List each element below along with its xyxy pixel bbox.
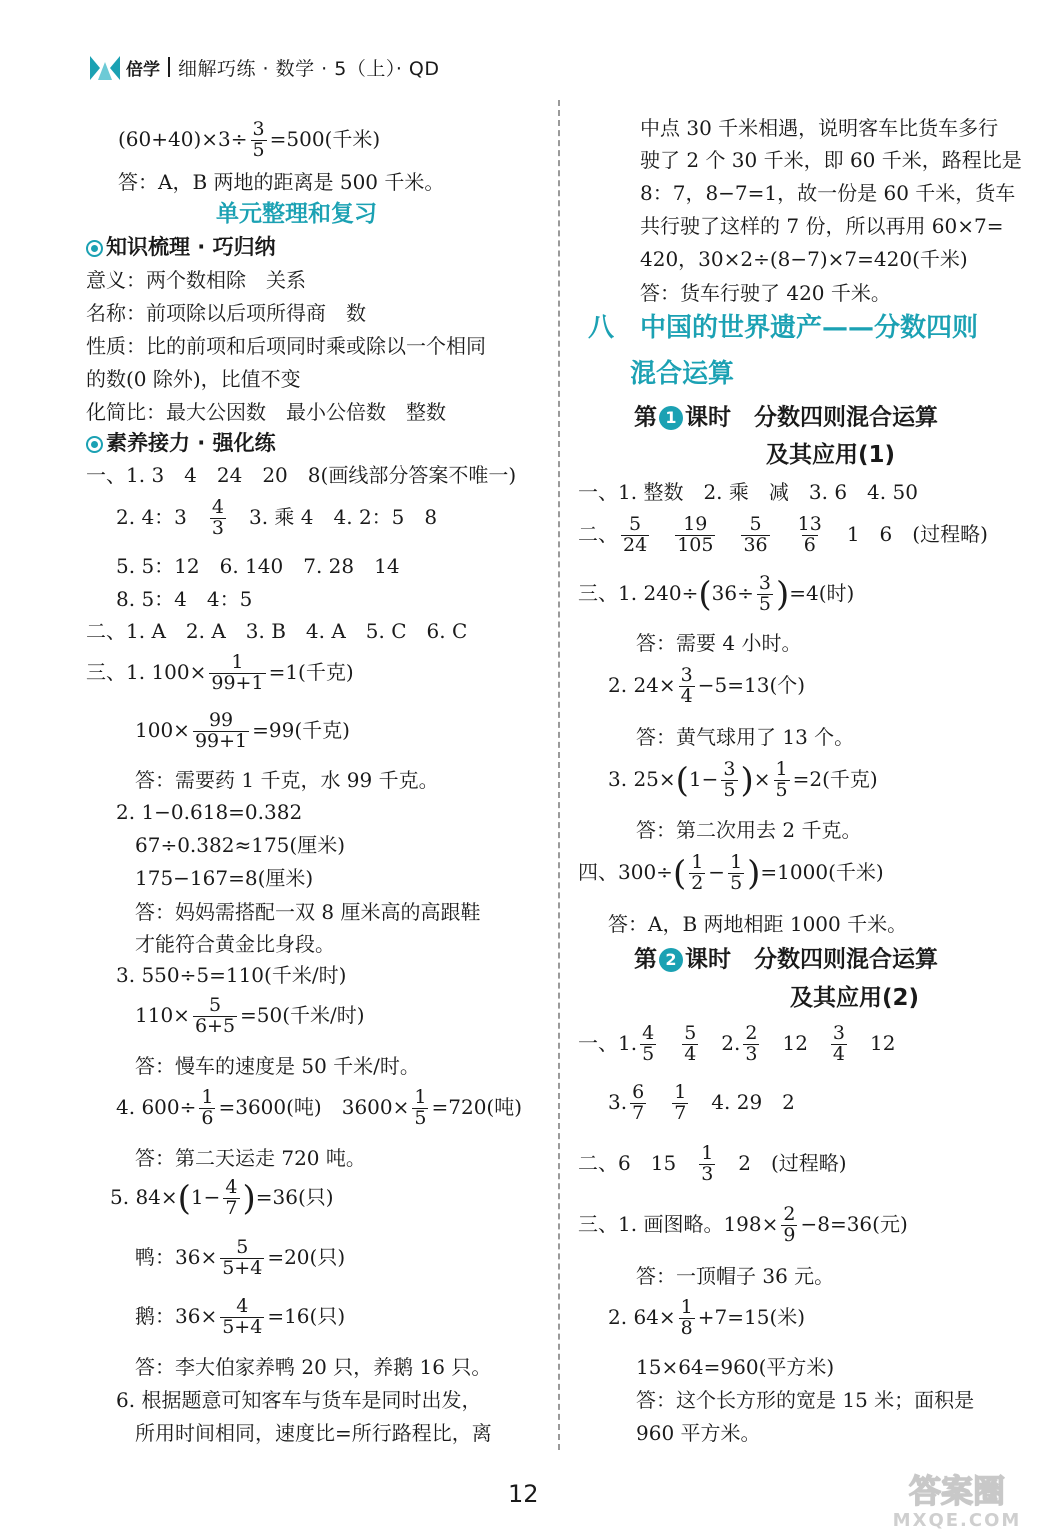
answer-line: 所用时间相同，速度比=所行路程比，离 [135, 1421, 492, 1445]
answer-line: 一、1. $\frac{4}{5}$ $\frac{5}{4}$ 2. $\frac{2}{3}$ 12 $\frac{3}{4}$ 12 [578, 1022, 896, 1065]
fraction: $\frac{5}{36}$ [743, 513, 768, 556]
answer-line: 答：一顶帽子 36 元。 [636, 1264, 835, 1288]
answer-line: 2. 1−0.618=0.382 [116, 800, 303, 824]
fraction: $\frac{4}{5}$ [642, 1022, 655, 1065]
watermark-top-text: 答案圈 [908, 1472, 1006, 1510]
answer-line: 一、1. 整数 2. 乘 减 3. 6 4. 50 [578, 480, 918, 504]
answer-line: 答：货车行驶了 420 千米。 [640, 281, 891, 305]
answer-line: 答：A，B 两地的距离是 500 千米。 [118, 170, 445, 194]
answer-line: 420，30×2÷(8−7)×7=420(千米) [640, 247, 968, 271]
fraction: $\frac{4}{5+4}$ [222, 1295, 263, 1338]
answer-line: 6. 根据题意可知客车与货车是同时出发， [116, 1388, 482, 1412]
answer-line: 答：黄气球用了 13 个。 [636, 725, 855, 749]
knowledge-line: 名称：前项除以后项所得商 数 [86, 301, 366, 325]
answer-line: 3. 550÷5=110(千米/时) [116, 963, 347, 987]
column-divider [558, 100, 560, 1450]
fraction: $\frac{99}{99+1}$ [194, 709, 248, 752]
fraction: $\frac{3}{4}$ [832, 1022, 846, 1065]
fraction: $\frac{1}{3}$ [701, 1142, 714, 1185]
answer-line: 二、 $\frac{5}{24}$ $\frac{19}{105}$ $\frac{5}{36}$ $\frac{13}{6}$ 1 6 (过程略) [578, 513, 988, 556]
unit-title-continued: 混合运算 [630, 359, 735, 389]
answer-line: 5. 84×(1− $\frac{4}{7}$ )=36(只) [110, 1176, 334, 1219]
knowledge-line: 的数(0 除外)，比值不变 [86, 367, 301, 391]
answer-line: 鸭：36× $\frac{5}{5+4}$ =20(只) [135, 1236, 346, 1279]
answer-line: 4. 600÷ $\frac{1}{6}$ =3600(吨) 3600× $\frac{1}{5}$ =720(吨) [116, 1086, 523, 1129]
answer-line: 答：这个长方形的宽是 15 米；面积是 [636, 1388, 975, 1412]
answer-line: 鹅：36× $\frac{4}{5+4}$ =16(只) [135, 1295, 346, 1338]
subsection-heading: 知识梳理 · 巧归纳 [86, 237, 276, 258]
fraction: $\frac{3}{5}$ [758, 572, 771, 615]
brand-name: 倍学 [126, 59, 160, 80]
fraction: $\frac{1}{7}$ [674, 1081, 687, 1124]
answer-line: 5. 5：12 6. 140 7. 28 14 [116, 554, 400, 578]
lesson-heading-continued: 及其应用(2) [790, 985, 920, 1011]
answer-line: 一、1. 3 4 24 20 8(画线部分答案不唯一) [86, 463, 517, 487]
knowledge-line: 意义：两个数相除 关系 [86, 268, 306, 292]
fraction: $\frac{6}{7}$ [632, 1081, 645, 1124]
answer-line: 答：需要药 1 千克，水 99 千克。 [135, 768, 439, 792]
answer-line: 8：7，8−7=1，故一份是 60 千米，货车 [640, 181, 1016, 205]
fraction: $\frac{1}{6}$ [201, 1086, 214, 1129]
answer-line: 三、1. 240÷(36÷ $\frac{3}{5}$ )=4(时) [578, 572, 855, 615]
answer-line: 100× $\frac{99}{99+1}$ =99(千克) [135, 709, 350, 752]
answer-line: 答：需要 4 小时。 [636, 631, 802, 655]
answer-line: 答：第二次用去 2 千克。 [636, 818, 862, 842]
lesson-number-badge: 1 [659, 406, 683, 430]
fraction: $\frac{2}{9}$ [783, 1203, 796, 1246]
answer-line: 三、1. 100× $\frac{1}{99+1}$ =1(千克) [86, 651, 354, 694]
book-title: 细解巧练 · 数学 · 5（上）· QD [178, 57, 440, 80]
fraction: $\frac{3}{5}$ [252, 118, 265, 161]
answer-line: 二、6 15 $\frac{1}{3}$ 2 (过程略) [578, 1142, 847, 1185]
answer-line: 3. 25×(1− $\frac{3}{5}$ )× $\frac{1}{5}$ =2(千克) [608, 758, 878, 801]
page-number: 12 [508, 1480, 539, 1508]
lesson-heading: 第 2 课时 分数四则混合运算 [634, 946, 938, 973]
knowledge-line: 化简比：最大公因数 最小公倍数 整数 [86, 400, 446, 424]
bullet-dot-icon [86, 240, 103, 257]
answer-line: 才能符合黄金比身段。 [135, 932, 335, 956]
fraction: $\frac{5}{24}$ [623, 513, 648, 556]
fraction: $\frac{5}{4}$ [684, 1022, 697, 1065]
answer-line: 2. 24× $\frac{3}{4}$ −5=13(个) [608, 664, 806, 707]
answer-line: 175−167=8(厘米) [135, 866, 314, 890]
answer-line: 8. 5：4 4：5 [116, 587, 253, 611]
knowledge-line: 性质：比的前项和后项同时乘或除以一个相同 [86, 334, 486, 358]
answer-line: 答：第二天运走 720 吨。 [135, 1146, 366, 1170]
answer-line: 三、1. 画图略。198× $\frac{2}{9}$ −8=36(元) [578, 1203, 908, 1246]
answer-line: (60+40)×3÷ $\frac{3}{5}$ =500(千米) [118, 118, 381, 161]
fraction: $\frac{1}{2}$ [691, 851, 704, 894]
fraction: $\frac{1}{99+1}$ [211, 651, 264, 694]
fraction: $\frac{4}{3}$ [211, 496, 224, 539]
answer-line: 2. 64× $\frac{1}{8}$ +7=15(米) [608, 1296, 806, 1339]
answer-line: 答：妈妈需搭配一双 8 厘米高的高跟鞋 [135, 900, 481, 924]
header-separator [168, 57, 170, 77]
fraction: $\frac{3}{4}$ [680, 664, 693, 707]
fraction: $\frac{3}{5}$ [723, 758, 736, 801]
answer-line: 3. $\frac{6}{7}$ $\frac{1}{7}$ 4. 29 2 [608, 1081, 795, 1124]
fraction: $\frac{19}{105}$ [677, 513, 714, 556]
answer-line: 110× $\frac{5}{6+5}$ =50(千米/时) [135, 994, 365, 1037]
fraction: $\frac{5}{6+5}$ [194, 994, 236, 1037]
answer-line: 四、300÷( $\frac{1}{2}$ − $\frac{1}{5}$ )=1000(千米) [578, 851, 884, 894]
unit-title: 八 中国的世界遗产——分数四则 [588, 313, 979, 343]
fraction: $\frac{2}{3}$ [745, 1022, 758, 1065]
lesson-number-badge: 2 [659, 948, 683, 972]
bullet-dot-icon [86, 436, 103, 453]
answer-line: 960 平方米。 [636, 1421, 761, 1445]
answer-line: 答：A，B 两地相距 1000 千米。 [608, 912, 908, 936]
fraction: $\frac{1}{8}$ [680, 1296, 693, 1339]
answer-line: 15×64=960(平方米) [636, 1355, 835, 1379]
watermark-logo [862, 1468, 1052, 1530]
fraction: $\frac{1}{5}$ [775, 758, 788, 801]
lesson-heading-continued: 及其应用(1) [766, 442, 896, 468]
fraction: $\frac{1}{5}$ [730, 851, 743, 894]
watermark-bottom-text: MXQE.COM [892, 1510, 1022, 1530]
answer-line: 67÷0.382≈175(厘米) [135, 833, 345, 857]
answer-line: 驶了 2 个 30 千米，即 60 千米，路程比是 [640, 148, 1022, 172]
fraction: $\frac{13}{6}$ [797, 513, 822, 556]
answer-line: 中点 30 千米相遇，说明客车比货车多行 [640, 116, 999, 140]
answer-line: 二、1. A 2. A 3. B 4. A 5. C 6. C [86, 619, 468, 643]
fraction: $\frac{5}{5+4}$ [222, 1236, 263, 1279]
answer-line: 答：慢车的速度是 50 千米/时。 [135, 1054, 420, 1078]
section-title: 单元整理和复习 [216, 201, 377, 227]
answer-line: 2. 4：3 $\frac{4}{3}$ 3. 乘 4 4. 2：5 8 [116, 496, 438, 539]
subsection-heading: 素养接力 · 强化练 [86, 433, 276, 454]
answer-line: 共行驶了这样的 7 份，所以再用 60×7= [640, 214, 1004, 238]
fraction: $\frac{4}{7}$ [225, 1176, 238, 1219]
brand-logo-icon [88, 52, 122, 82]
page-header [88, 50, 548, 84]
lesson-heading: 第 1 课时 分数四则混合运算 [634, 404, 938, 431]
answer-line: 答：李大伯家养鸭 20 只，养鹅 16 只。 [135, 1355, 492, 1379]
fraction: $\frac{1}{5}$ [414, 1086, 427, 1129]
